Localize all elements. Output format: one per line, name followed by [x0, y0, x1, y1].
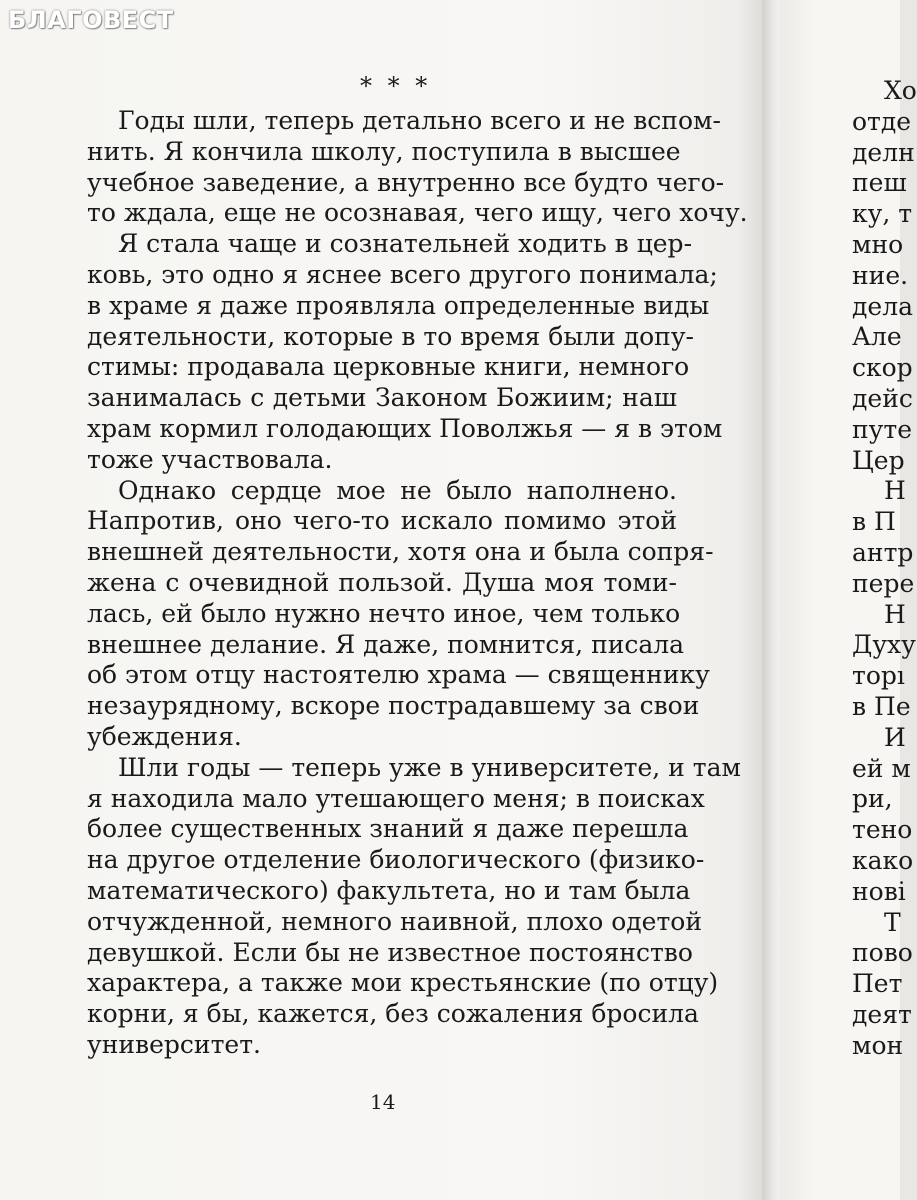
text-line: мон	[852, 1030, 904, 1060]
text-line: убеждения.	[87, 721, 242, 751]
text-line: Але	[852, 322, 902, 352]
text-line: отчужденной, немного наивной, плохо одетой	[87, 906, 703, 936]
text-line: девушкой. Если бы не известное постоянство	[87, 937, 693, 967]
text-line: пово	[852, 938, 913, 968]
text-line: в П	[852, 507, 896, 537]
text-line: И	[884, 722, 906, 752]
text-line: незаурядному, вскоре пострадавшему за свои	[87, 691, 700, 721]
text-line: антр	[852, 537, 914, 567]
text-line: ку, т	[852, 199, 913, 229]
text-line: корни, я бы, кажется, без сожаления бросила	[87, 999, 699, 1029]
text-line: дела	[852, 291, 913, 321]
section-separator: * * *	[360, 72, 432, 100]
text-line: Цер	[852, 445, 905, 475]
text-line: Годы шли, теперь детально всего и не вспом-	[118, 106, 721, 135]
text-line: стимы: продавала церковные книги, немного	[87, 352, 690, 382]
text-line: внешней деятельности, хотя она и была сопря-	[87, 537, 714, 567]
text-line: Пет	[852, 969, 903, 999]
text-line: отде	[852, 106, 912, 136]
right-page	[780, 0, 917, 1200]
text-line: учебное заведение, а внутренно все будто чего-	[87, 167, 725, 197]
text-line: характера, а также мои крестьянские (по отцу)	[87, 968, 719, 998]
text-line: на другое отделение биологического (физико-	[87, 845, 705, 875]
text-line: ри,	[852, 784, 893, 814]
text-line: дейс	[852, 383, 913, 413]
text-line: делн	[852, 137, 915, 167]
text-line: тено	[852, 815, 913, 845]
right-page-text	[852, 76, 917, 1062]
text-line: пере	[852, 568, 915, 598]
text-line: мно	[852, 229, 904, 259]
text-line: храм кормил голодающих Поволжья — я в этом	[87, 413, 723, 443]
text-line: внешнее делание. Я даже, помнится, писала	[87, 629, 685, 659]
text-line: Шли годы — теперь уже в университете, и там	[118, 752, 741, 782]
text-line: в храме я даже проявляла определенные виды	[87, 290, 710, 320]
text-line: об этом отцу настоятелю храма — священнику	[87, 660, 710, 690]
text-line: Т	[884, 907, 901, 937]
text-line: Напротив, оно чего-то искало помимо этой	[87, 506, 677, 536]
text-line: я находила мало утешающего меня; в поисках	[87, 783, 705, 813]
text-line: лась, ей было нужно нечто иное, чем только	[87, 598, 681, 628]
text-line: Н	[884, 599, 906, 629]
text-line: математического) факультета, но и там была	[87, 875, 691, 905]
text-line: тоже участвовала.	[87, 444, 333, 474]
text-line: деятельности, которые в то время были допу-	[87, 321, 694, 351]
text-line: како	[852, 845, 914, 875]
text-line: ковь, это одно я яснее всего другого понимала;	[87, 259, 718, 289]
text-line: ей м	[852, 753, 911, 783]
text-line: Хо	[884, 76, 917, 105]
text-line: путе	[852, 414, 912, 444]
text-line: Н	[884, 476, 906, 506]
text-line: университет.	[87, 1029, 261, 1059]
text-line: Я стала чаще и сознательней ходить в цер-	[118, 229, 693, 259]
left-page-text	[87, 106, 748, 1061]
text-line: жена с очевидной пользой. Душа моя томи-	[87, 567, 677, 597]
text-line: ние.	[852, 260, 909, 290]
text-line: то ждала, еще не осознавая, чего ищу, чего хочу.	[87, 198, 748, 228]
text-line: пеш	[852, 168, 907, 198]
watermark-logo: БЛАГОВЕСТ	[8, 6, 174, 34]
text-line: в Пе	[852, 691, 911, 721]
text-line: занималась с детьми Законом Божиим; наш	[87, 383, 677, 413]
text-line: Однако сердце мое не было наполнено.	[118, 475, 677, 505]
page-number: 14	[370, 1090, 396, 1114]
book-gutter	[762, 0, 782, 1200]
text-line: более существенных знаний я даже перешла	[87, 814, 689, 844]
text-line: нить. Я кончила школу, поступила в высшее	[87, 136, 681, 166]
text-line: скор	[852, 353, 913, 383]
text-line: Духу	[852, 630, 916, 660]
text-line: нові	[852, 876, 906, 906]
text-line: деят	[852, 999, 912, 1029]
text-line: торı	[852, 661, 905, 691]
